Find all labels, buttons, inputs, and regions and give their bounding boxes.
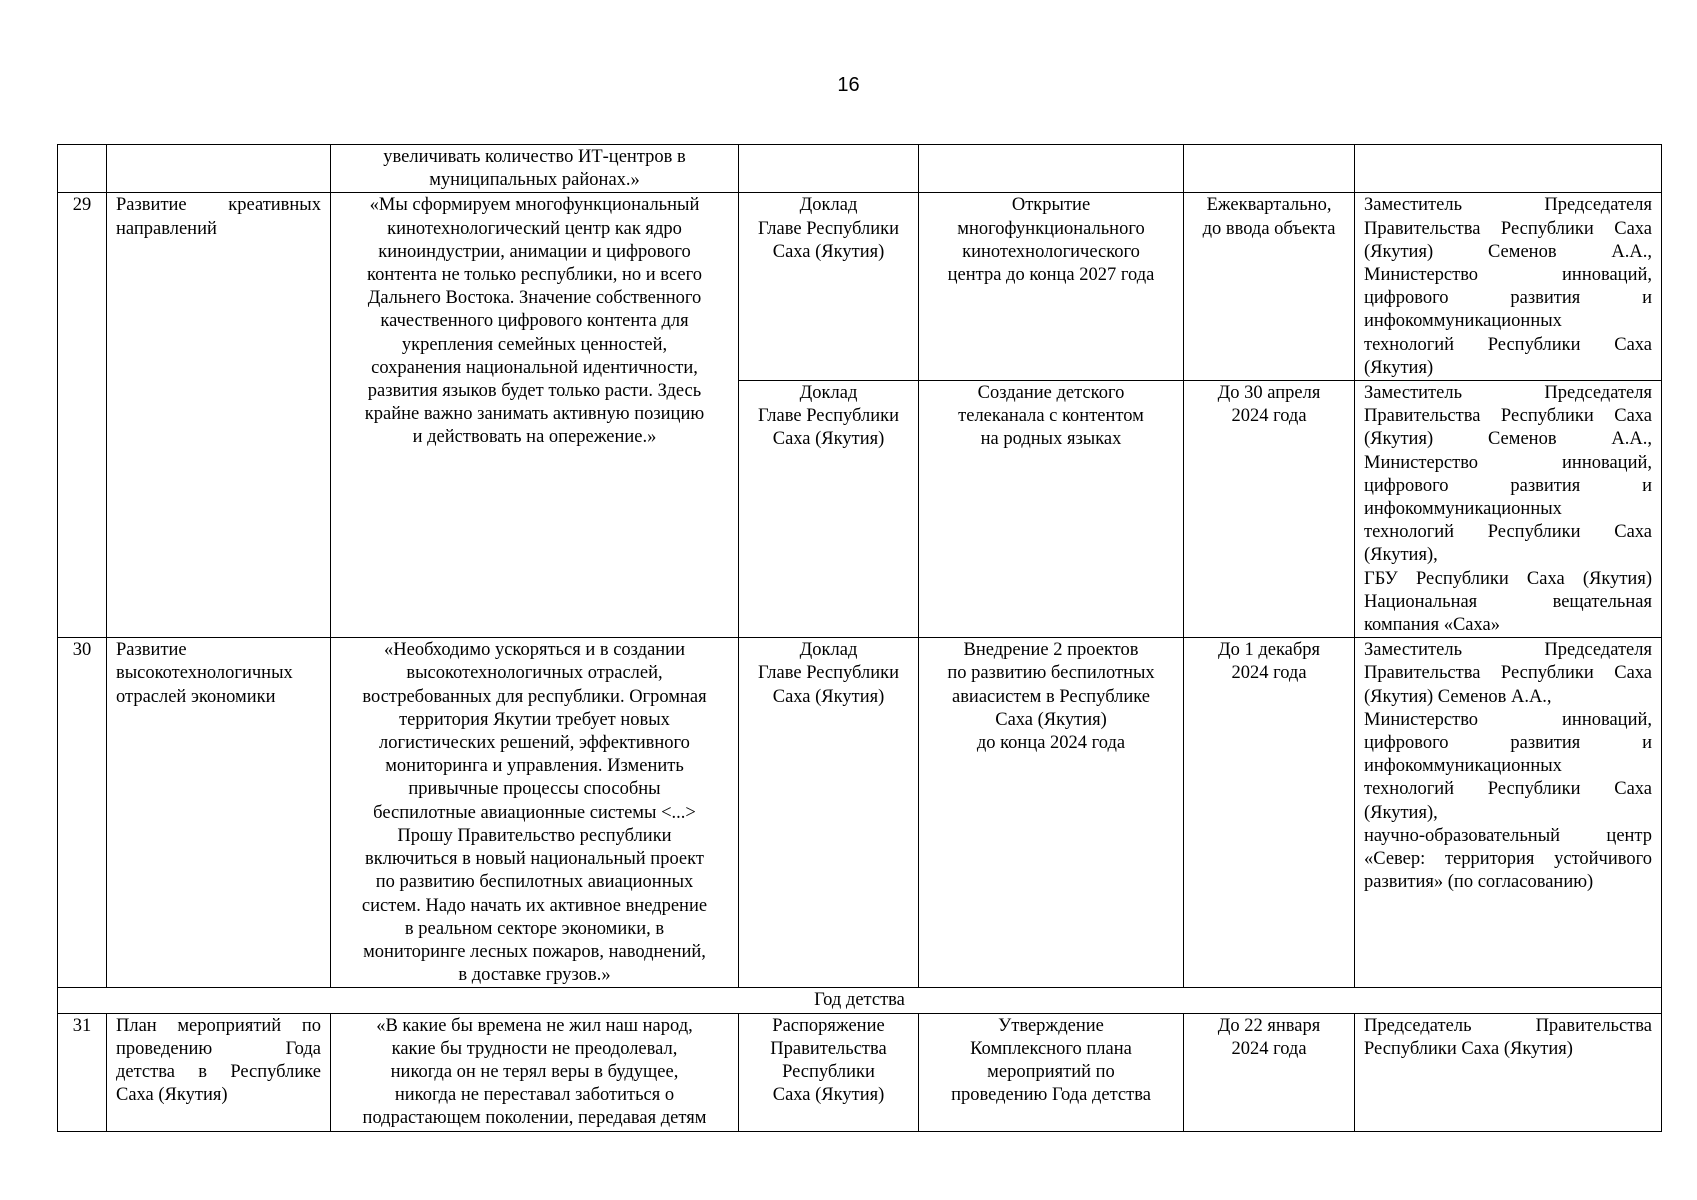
quote-line: Прошу Правительство республики xyxy=(397,825,672,846)
table-row-29 xyxy=(58,193,1662,381)
quote-line: мониторинга и управления. Изменить xyxy=(385,756,684,777)
resp-line: цифрового развития и xyxy=(1364,475,1652,496)
quote-line: мониторинге лесных пожаров, наводнений, xyxy=(363,941,706,962)
quote-line: контента не только республики, но и всего xyxy=(367,265,702,286)
form-line: Правительства xyxy=(770,1038,887,1059)
cell-deadline xyxy=(1184,145,1355,193)
quote-line: в реальном секторе экономики, в xyxy=(404,918,665,939)
cell-name xyxy=(107,193,331,638)
form-line: Главе Республики xyxy=(757,406,900,427)
form-line: Саха (Якутия) xyxy=(772,686,885,707)
resp-line: Председатель Правительства xyxy=(1364,1015,1652,1036)
deadline-line: 2024 года xyxy=(1231,663,1307,684)
deadline-line: до ввода объекта xyxy=(1202,218,1336,239)
quote-line: сохранения национальной идентичности, xyxy=(371,357,698,378)
cell-result xyxy=(919,638,1184,988)
form-line: Саха (Якутия) xyxy=(772,241,885,262)
resp-line: Заместитель Председателя xyxy=(1364,383,1652,404)
form-line: Главе Республики xyxy=(757,663,900,684)
result-line: по развитию беспилотных xyxy=(947,663,1155,684)
plan-table xyxy=(57,144,1662,1132)
cell-responsible xyxy=(1355,145,1662,193)
deadline-line: До 22 января xyxy=(1217,1015,1321,1036)
cell-name xyxy=(107,145,331,193)
cell-name xyxy=(107,638,331,988)
form-line: Доклад xyxy=(799,383,858,404)
result-line: центра до конца 2027 года xyxy=(947,265,1155,286)
resp-line: Министерство инноваций, xyxy=(1364,709,1652,730)
cell-form xyxy=(739,638,919,988)
cell-form xyxy=(739,1013,919,1131)
page-number: 16 xyxy=(837,74,860,96)
resp-line: развития» (по согласованию) xyxy=(1364,872,1594,893)
cell-form xyxy=(739,145,919,193)
table-row-31 xyxy=(58,1013,1662,1131)
result-line: Внедрение 2 проектов xyxy=(963,640,1139,661)
cell-responsible xyxy=(1355,193,1662,381)
cell-num: 31 xyxy=(58,1013,107,1131)
quote-line: подрастающем поколении, передавая детям xyxy=(362,1108,707,1129)
deadline-line: До 1 декабря xyxy=(1217,640,1321,661)
result-line: Создание детского xyxy=(977,383,1125,404)
result-line: Утверждение xyxy=(998,1015,1104,1036)
cell-quote xyxy=(331,1013,739,1131)
deadline-line: Ежеквартально, xyxy=(1206,195,1332,216)
quote-line: востребованных для республики. Огромная xyxy=(362,686,707,707)
quote-line: систем. Надо начать их активное внедрение xyxy=(361,895,708,916)
resp-line: инфокоммуникационных xyxy=(1364,499,1562,520)
resp-line: (Якутия) xyxy=(1364,357,1434,378)
resp-line: технологий Республики Саха xyxy=(1364,334,1652,355)
quote-line: никогда он не терял веры в будущее, xyxy=(390,1061,679,1082)
quote-line: качественного цифрового контента для xyxy=(380,311,689,332)
quote-line: никогда не переставал заботиться о xyxy=(394,1085,675,1106)
resp-line: инфокоммуникационных xyxy=(1364,756,1562,777)
resp-line: Правительства Республики Саха xyxy=(1364,406,1652,427)
cell-quote xyxy=(331,193,739,638)
quote-line: «Необходимо ускоряться и в создании xyxy=(384,640,685,661)
resp-line: (Якутия) Семенов А.А., xyxy=(1364,686,1552,707)
quote-line: беспилотные авиационные системы <...> xyxy=(373,802,696,823)
resp-line: (Якутия), xyxy=(1364,802,1438,823)
cell-responsible xyxy=(1355,1013,1662,1131)
name-line: отраслей экономики xyxy=(116,686,276,707)
result-line: Саха (Якутия) xyxy=(995,709,1107,730)
resp-line: технологий Республики Саха xyxy=(1364,779,1652,800)
resp-line: цифрового развития и xyxy=(1364,733,1652,754)
result-line: кинотехнологического xyxy=(962,241,1140,262)
resp-line: цифрового развития и xyxy=(1364,288,1652,309)
resp-line: (Якутия) Семенов А.А., xyxy=(1364,241,1652,262)
cell-deadline xyxy=(1184,193,1355,381)
quote-line: и действовать на опережение.» xyxy=(412,427,657,448)
cell-result xyxy=(919,381,1184,638)
deadline-line: 2024 года xyxy=(1231,1038,1307,1059)
resp-line: (Якутия), xyxy=(1364,545,1438,566)
section-title: Год детства xyxy=(58,988,1662,1013)
result-line: многофункционального xyxy=(957,218,1145,239)
quote-line: по развитию беспилотных авиационных xyxy=(375,872,694,893)
resp-line: Министерство инноваций, xyxy=(1364,265,1652,286)
cell-deadline xyxy=(1184,638,1355,988)
resp-line: Правительства Республики Саха xyxy=(1364,218,1652,239)
form-line: Доклад xyxy=(799,195,858,216)
quote-line: муниципальных районах.» xyxy=(429,170,640,191)
quote-line: крайне важно занимать активную позицию xyxy=(364,404,705,425)
resp-line: Национальная вещательная xyxy=(1364,591,1652,612)
name-line: направлений xyxy=(116,218,217,239)
cell-deadline xyxy=(1184,381,1355,638)
cell-quote xyxy=(331,638,739,988)
quote-line: укрепления семейных ценностей, xyxy=(401,334,668,355)
form-line: Саха (Якутия) xyxy=(772,1085,885,1106)
deadline-line: До 30 апреля xyxy=(1217,383,1321,404)
name-line: Саха (Якутия) xyxy=(116,1085,228,1106)
form-line: Саха (Якутия) xyxy=(772,429,885,450)
result-line: мероприятий по xyxy=(987,1061,1115,1082)
result-line: на родных языках xyxy=(980,429,1122,450)
quote-line: «В какие бы времена не жил наш народ, xyxy=(376,1015,693,1036)
resp-line: «Север: территория устойчивого xyxy=(1364,849,1652,870)
resp-line: Заместитель Председателя xyxy=(1364,640,1652,661)
cell-num: 30 xyxy=(58,638,107,988)
cell-num xyxy=(58,145,107,193)
resp-line: научно-образовательный центр xyxy=(1364,825,1652,846)
cell-result xyxy=(919,145,1184,193)
quote-line: высокотехнологичных отраслей, xyxy=(406,663,663,684)
result-line: Комплексного плана xyxy=(970,1038,1132,1059)
result-line: проведению Года детства xyxy=(951,1085,1151,1106)
name-line: проведению Года xyxy=(116,1038,321,1059)
form-line: Распоряжение xyxy=(772,1015,885,1036)
cell-deadline xyxy=(1184,1013,1355,1131)
deadline-line: 2024 года xyxy=(1231,406,1307,427)
section-row xyxy=(58,988,1662,1013)
name-line: План мероприятий по xyxy=(116,1015,321,1036)
resp-line: технологий Республики Саха xyxy=(1364,522,1652,543)
form-line: Республики xyxy=(782,1061,875,1082)
cell-responsible xyxy=(1355,381,1662,638)
quote-line: киноиндустрии, анимации и цифрового xyxy=(378,241,691,262)
quote-line: «Мы сформируем многофункциональный xyxy=(369,195,700,216)
resp-line: ГБУ Республики Саха (Якутия) xyxy=(1364,568,1652,589)
cell-responsible xyxy=(1355,638,1662,988)
name-line: высокотехнологичных xyxy=(116,663,293,684)
resp-line: Правительства Республики Саха xyxy=(1364,663,1652,684)
result-line: Открытие xyxy=(1011,195,1091,216)
quote-line: в доставке грузов.» xyxy=(458,965,611,986)
form-line: Главе Республики xyxy=(757,218,900,239)
resp-line: Заместитель Председателя xyxy=(1364,195,1652,216)
cell-result xyxy=(919,193,1184,381)
name-line: детства в Республике xyxy=(116,1061,321,1082)
quote-line: привычные процессы способны xyxy=(408,779,661,800)
result-line: до конца 2024 года xyxy=(976,733,1126,754)
quote-line: логистических решений, эффективного xyxy=(379,733,690,754)
resp-line: Республики Саха (Якутия) xyxy=(1364,1038,1573,1059)
quote-line: Дальнего Востока. Значение собственного xyxy=(367,288,702,309)
resp-line: компания «Саха» xyxy=(1364,615,1500,636)
form-line: Доклад xyxy=(799,640,858,661)
cell-form xyxy=(739,381,919,638)
cell-quote xyxy=(331,145,739,193)
quote-line: включиться в новый национальный проект xyxy=(365,849,704,870)
quote-line: территория Якутии требует новых xyxy=(399,709,670,730)
name-line: Развитие креативных xyxy=(116,195,321,216)
table-row-30 xyxy=(58,638,1662,988)
quote-line: увеличивать количество ИТ-центров в xyxy=(383,147,686,167)
cell-result xyxy=(919,1013,1184,1131)
resp-line: Министерство инноваций, xyxy=(1364,452,1652,473)
table-row-continuation xyxy=(58,145,1662,193)
cell-num: 29 xyxy=(58,193,107,638)
cell-form xyxy=(739,193,919,381)
result-line: авиасистем в Республике xyxy=(951,686,1151,707)
cell-name xyxy=(107,1013,331,1131)
resp-line: (Якутия) Семенов А.А., xyxy=(1364,429,1652,450)
resp-line: инфокоммуникационных xyxy=(1364,311,1562,332)
quote-line: какие бы трудности не преодолевал, xyxy=(391,1038,678,1059)
name-line: Развитие xyxy=(116,640,187,661)
quote-line: развития языков будет только расти. Здесь xyxy=(367,381,702,402)
result-line: телеканала с контентом xyxy=(958,406,1144,427)
quote-line: кинотехнологический центр как ядро xyxy=(387,218,682,239)
